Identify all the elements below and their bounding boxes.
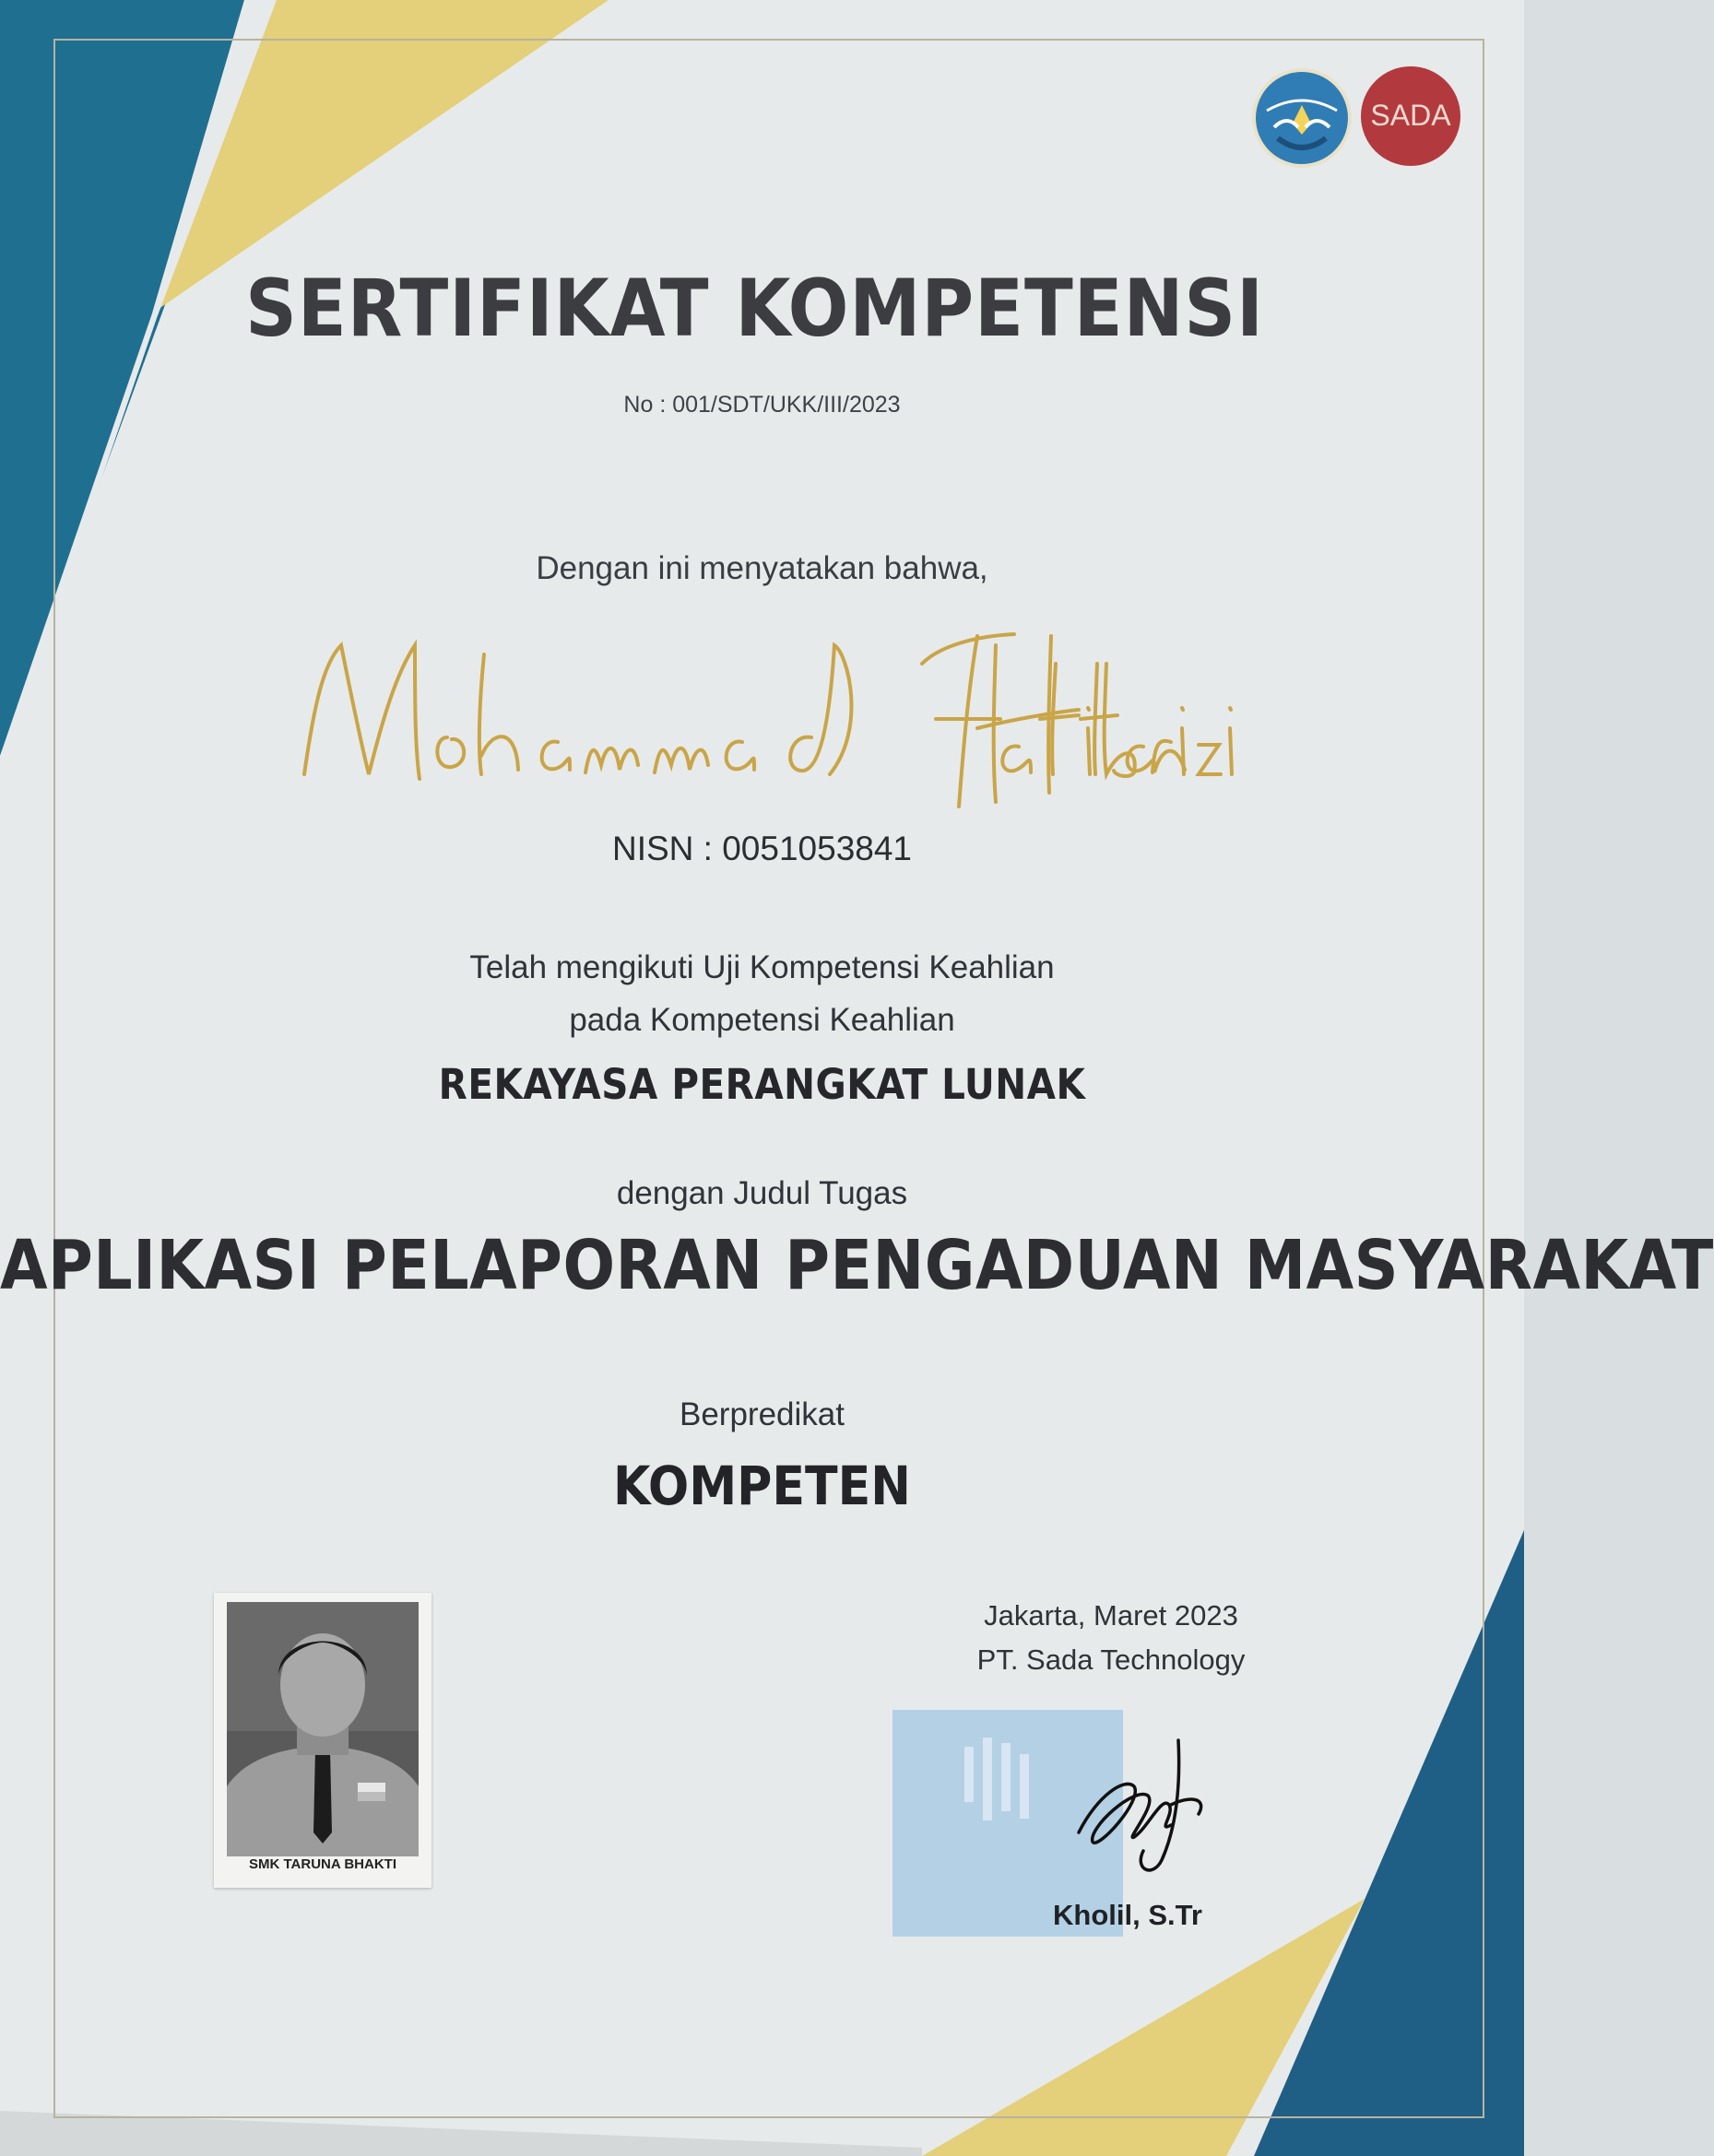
- sada-logo: [1359, 65, 1462, 172]
- sada-logo-text: SADA: [1370, 99, 1451, 132]
- recipient-name-script-surname: [968, 608, 1235, 825]
- statement-line-2: pada Kompetensi Keahlian: [569, 1002, 955, 1038]
- signer-name: Kholil, S.Tr: [1053, 1899, 1202, 1931]
- photo-caption: SMK TARUNA BHAKTI: [249, 1856, 396, 1872]
- place-date: Jakarta, Maret 2023: [984, 1599, 1238, 1632]
- task-label: dengan Judul Tugas: [616, 1175, 908, 1211]
- signature: [1060, 1722, 1226, 1892]
- task-title: APLIKASI PELAPORAN PENGADUAN MASYARAKAT: [0, 1226, 1714, 1305]
- student-photo: [214, 1593, 431, 1888]
- predicate-value: KOMPETEN: [613, 1455, 911, 1517]
- tut-wuri-handayani-logo: [1250, 66, 1353, 174]
- company-name: PT. Sada Technology: [976, 1644, 1246, 1676]
- certificate-title: SERTIFIKAT KOMPETENSI: [245, 263, 1264, 355]
- intro-text: Dengan ini menyatakan bahwa,: [536, 550, 988, 586]
- statement-line-1: Telah mengikuti Uji Kompetensi Keahlian: [469, 949, 1055, 985]
- competency-program: REKAYASA PERANGKAT LUNAK: [438, 1060, 1086, 1109]
- nisn-number: NISN : 0051053841: [611, 830, 912, 867]
- predicate-label: Berpredikat: [680, 1396, 845, 1432]
- certificate-number: No : 001/SDT/UKK/III/2023: [623, 392, 901, 418]
